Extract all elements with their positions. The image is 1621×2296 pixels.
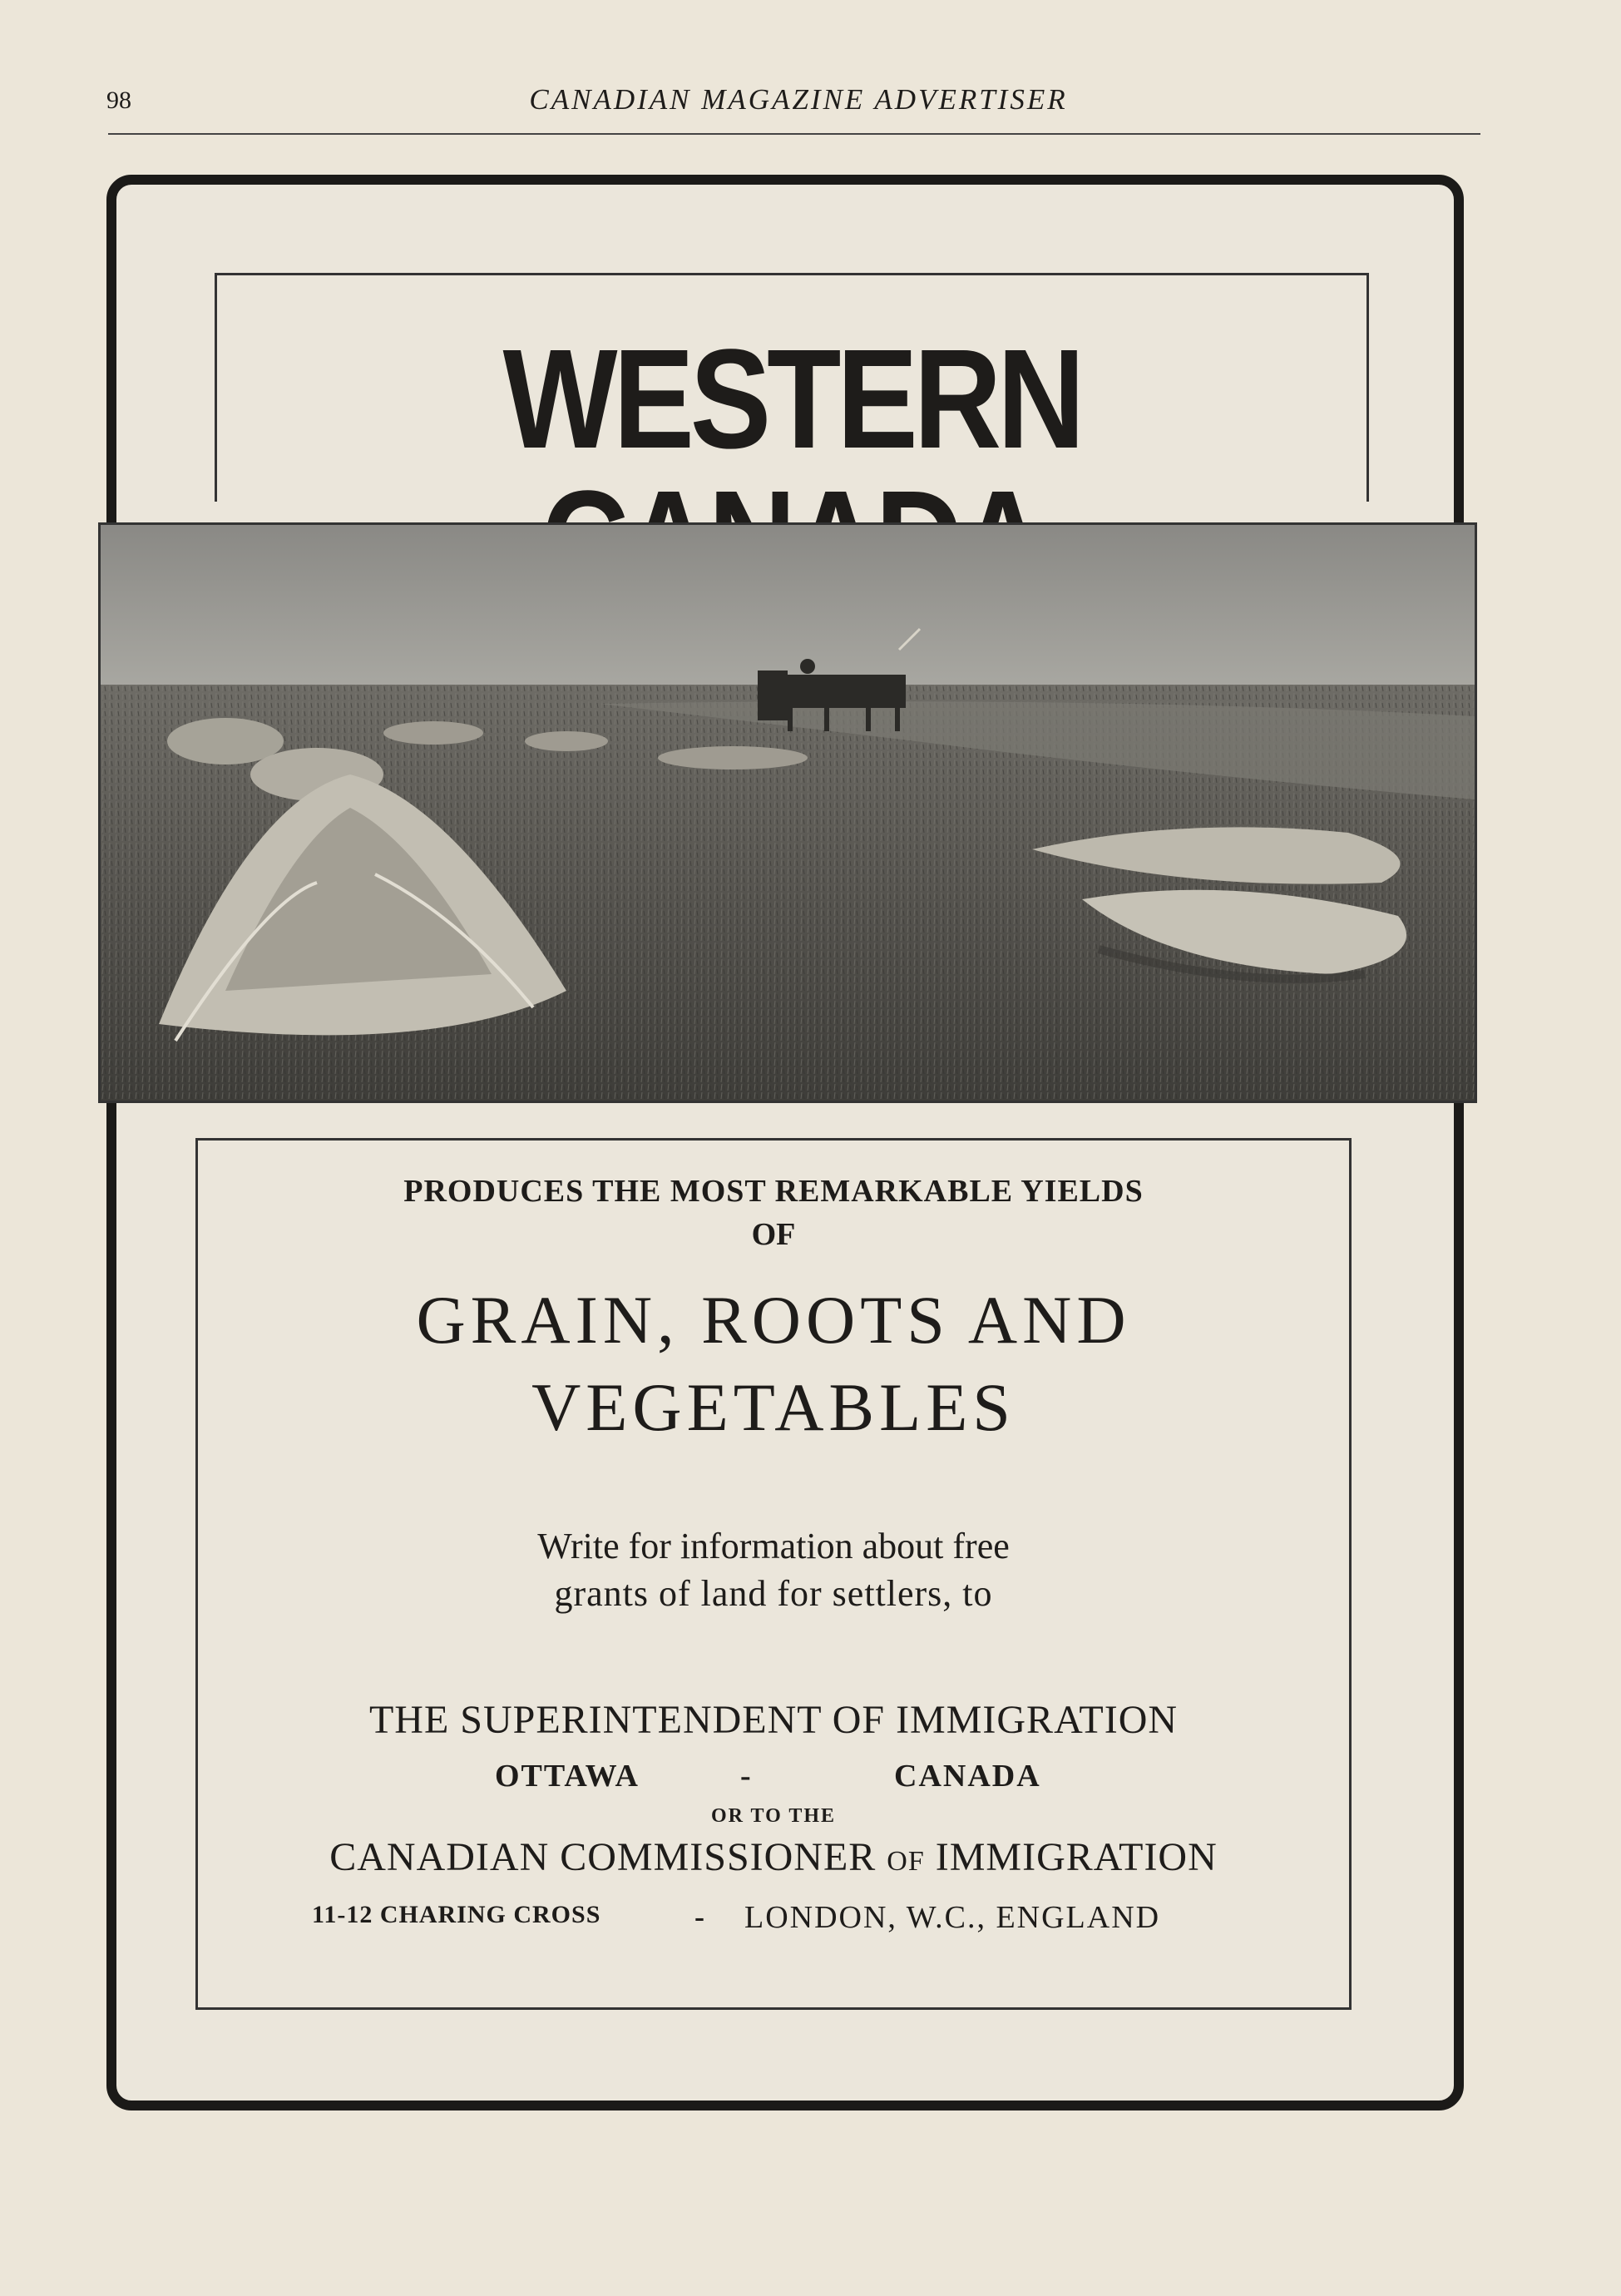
headline: WESTERN bbox=[502, 320, 1081, 478]
or-to-the-line: OR TO THE bbox=[710, 1805, 837, 1827]
ottawa-canada-dash: - bbox=[740, 1759, 751, 1794]
canada-country: CANADA bbox=[894, 1759, 1041, 1794]
commissioner-of: OF bbox=[887, 1846, 925, 1877]
harvest-field-photo-icon bbox=[101, 525, 1475, 1101]
ottawa-city: OTTAWA bbox=[495, 1759, 640, 1794]
of-line: OF bbox=[751, 1217, 796, 1252]
page-number: 98 bbox=[106, 87, 131, 114]
commissioner-line bbox=[195, 1834, 1352, 1880]
harvest-photo bbox=[98, 522, 1477, 1103]
address-city: LONDON, W.C., ENGLAND bbox=[744, 1900, 1161, 1935]
write-line-2: grants of land for settlers, to bbox=[554, 1573, 993, 1614]
commissioner-part-2: IMMIGRATION bbox=[935, 1835, 1218, 1879]
superintendent-line: THE SUPERINTENDENT OF IMMIGRATION bbox=[368, 1698, 1179, 1742]
commissioner-part-1: CANADIAN COMMISSIONER bbox=[329, 1835, 877, 1879]
running-title: CANADIAN MAGAZINE ADVERTISER bbox=[529, 83, 1068, 116]
address-street: 11-12 CHARING CROSS bbox=[312, 1901, 601, 1928]
produces-line: PRODUCES THE MOST REMARKABLE YIELDS bbox=[403, 1174, 1144, 1209]
write-line-1: Write for information about free bbox=[537, 1526, 1010, 1566]
crops-line-2: VEGETABLES bbox=[531, 1369, 1016, 1445]
address-dash: - bbox=[694, 1900, 704, 1933]
header-rule bbox=[108, 133, 1480, 135]
crops-line-1: GRAIN, ROOTS AND bbox=[416, 1282, 1131, 1358]
